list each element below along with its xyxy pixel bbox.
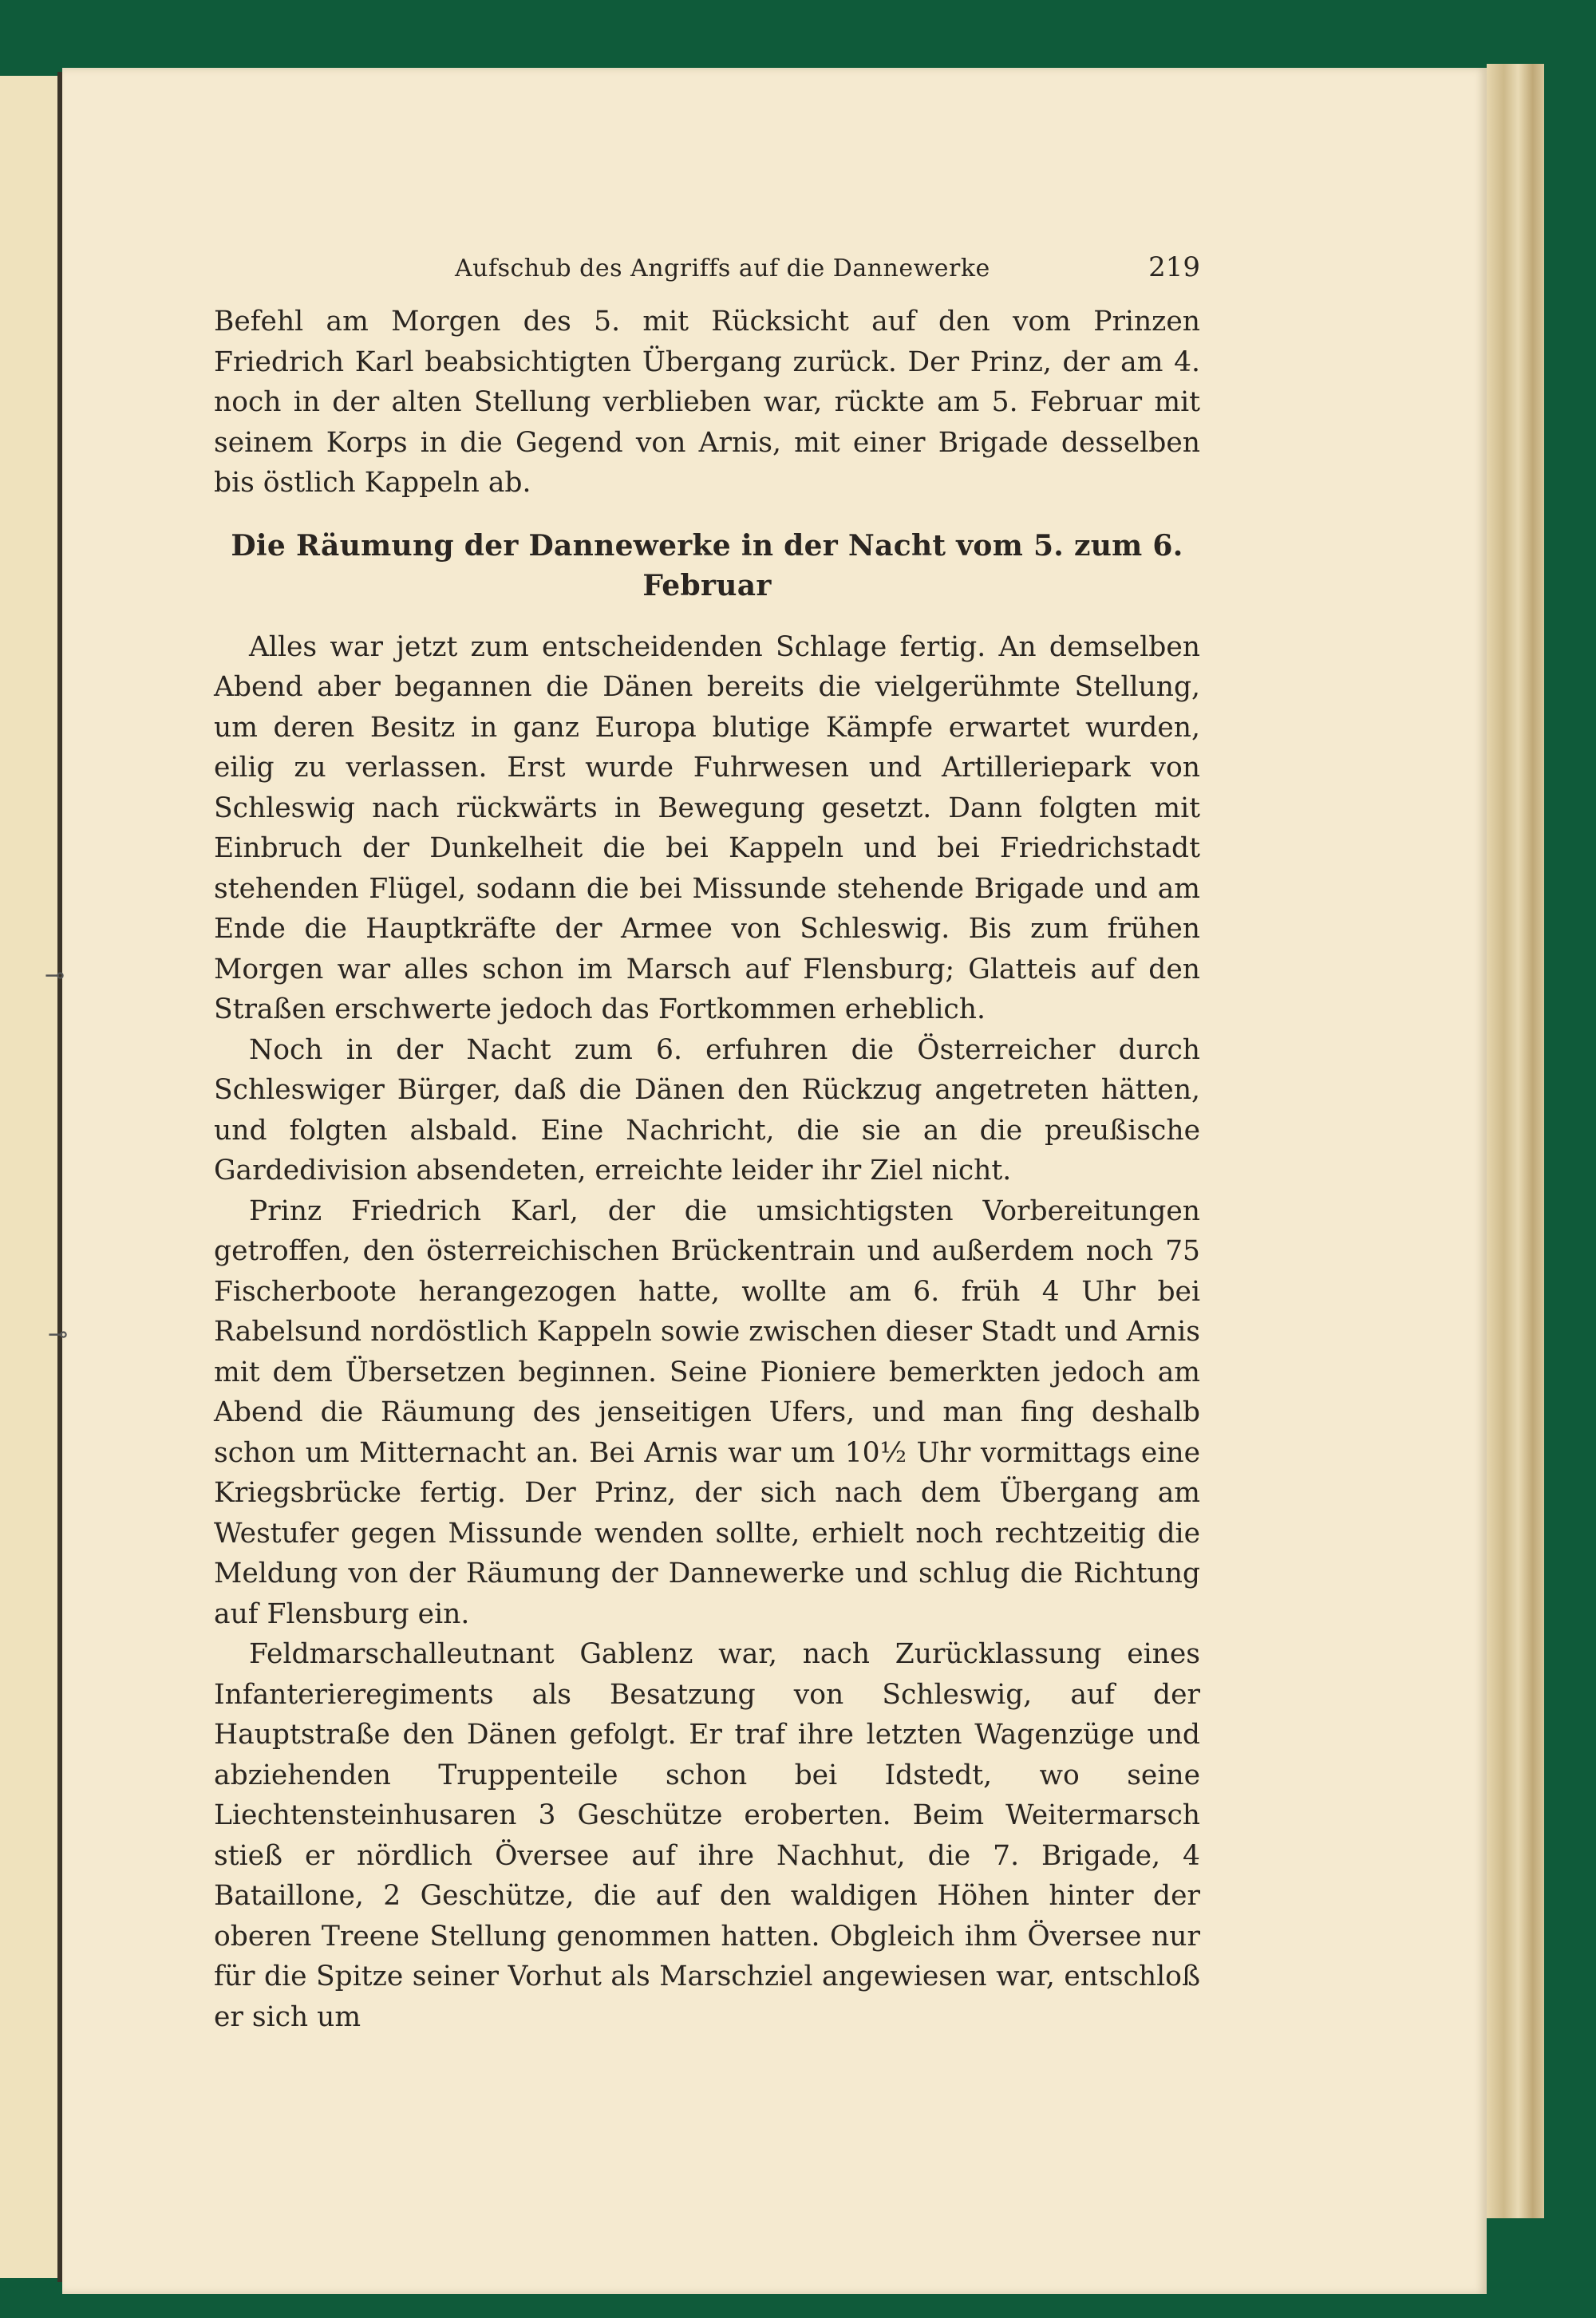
page-edges: [1487, 64, 1544, 2218]
running-head: [214, 245, 1200, 290]
paragraph: Prinz Friedrich Karl, der die umsichtigsten Vorbereitungen getroffen, den österreichischen Brückentrain und außerdem noch 75 Fischerboote herangezogen hatte, wollte am 6. früh 4 Uhr bei Rabelsund nordöstlich Kappeln sowie zwischen dieser Stadt und Arnis mit dem Übersetzen beginnen. Seine Pioniere bemerkten jedoch am Abend die Räumung des jenseitigen Ufers, und man fing deshalb schon um Mitternacht an. Bei Arnis war um 10½ Uhr vormittags eine Kriegsbrücke fertig. Der Prinz, der sich nach dem Übergang am Westufer gegen Missunde wenden sollte, erhielt noch rechtzeitig die Meldung von der Räumung der Dannewerke und schlug die Richtung auf Flensburg ein.: [214, 1195, 1200, 1630]
margin-mark: ⊸: [48, 1321, 69, 1349]
section-heading: Die Räumung der Dannewerke in der Nacht vom 5. zum 6. Februar: [231, 528, 1183, 602]
paragraph: Befehl am Morgen des 5. mit Rücksicht auf den vom Prinzen Friedrich Karl beabsichtigten Übergang zurück. Der Prinz, der am 4. noch in der alten Stellung verblieben war, rückte am 5. Februar mit seinem Korps in die Gegend von Arnis, mit einer Brigade desselben bis östlich Kappeln ab.: [214, 306, 1200, 499]
body-text: [214, 302, 1200, 2037]
running-head-title: Aufschub des Angriffs auf die Dannewerke: [455, 255, 990, 282]
paragraph: Alles war jetzt zum entscheidenden Schlage fertig. An demselben Abend aber begannen die Dänen bereits die vielgerühmte Stellung, um deren Besitz in ganz Europa blutige Kämpfe erwartet wurden, eilig zu verlassen. Erst wurde Fuhrwesen und Artilleriepark von Schleswig nach rückwärts in Bewegung gesetzt. Dann folgten mit Einbruch der Dunkelheit die bei Kappeln und bei Friedrichstadt stehenden Flügel, sodann die bei Missunde stehende Brigade und am Ende die Hauptkräfte der Armee von Schleswig. Bis zum frühen Morgen war alles schon im Marsch auf Flensburg; Glatteis auf den Straßen erschwerte jedoch das Fortkommen erheblich.: [214, 630, 1200, 1025]
page-number: 219: [1148, 251, 1200, 283]
paragraph: Feldmarschalleutnant Gablenz war, nach Zurücklassung eines Infanterieregiments als Besatzung von Schleswig, auf der Hauptstraße den Dänen gefolgt. Er traf ihre letzten Wagenzüge und abziehenden Truppenteile schon bei Idstedt, wo seine Liechtensteinhusaren 3 Geschütze eroberten. Beim Weitermarsch stieß er nördlich Översee auf ihre Nachhut, die 7. Brigade, 4 Bataillone, 2 Geschütze, die auf den waldigen Höhen hinter der oberen Treene Stellung genommen hatten. Obgleich ihm Översee nur für die Spitze seiner Vorhut als Marschziel angewiesen war, entschloß er sich um: [214, 1638, 1200, 2033]
left-page-edge: [0, 76, 59, 2278]
margin-mark: ⊸: [45, 962, 65, 989]
paragraph: Noch in der Nacht zum 6. erfuhren die Österreicher durch Schleswiger Bürger, daß die Dänen den Rückzug angetreten hätten, und folgten alsbald. Eine Nachricht, die sie an die preußische Gardedivision absendeten, erreichte leider ihr Ziel nicht.: [214, 1033, 1200, 1187]
